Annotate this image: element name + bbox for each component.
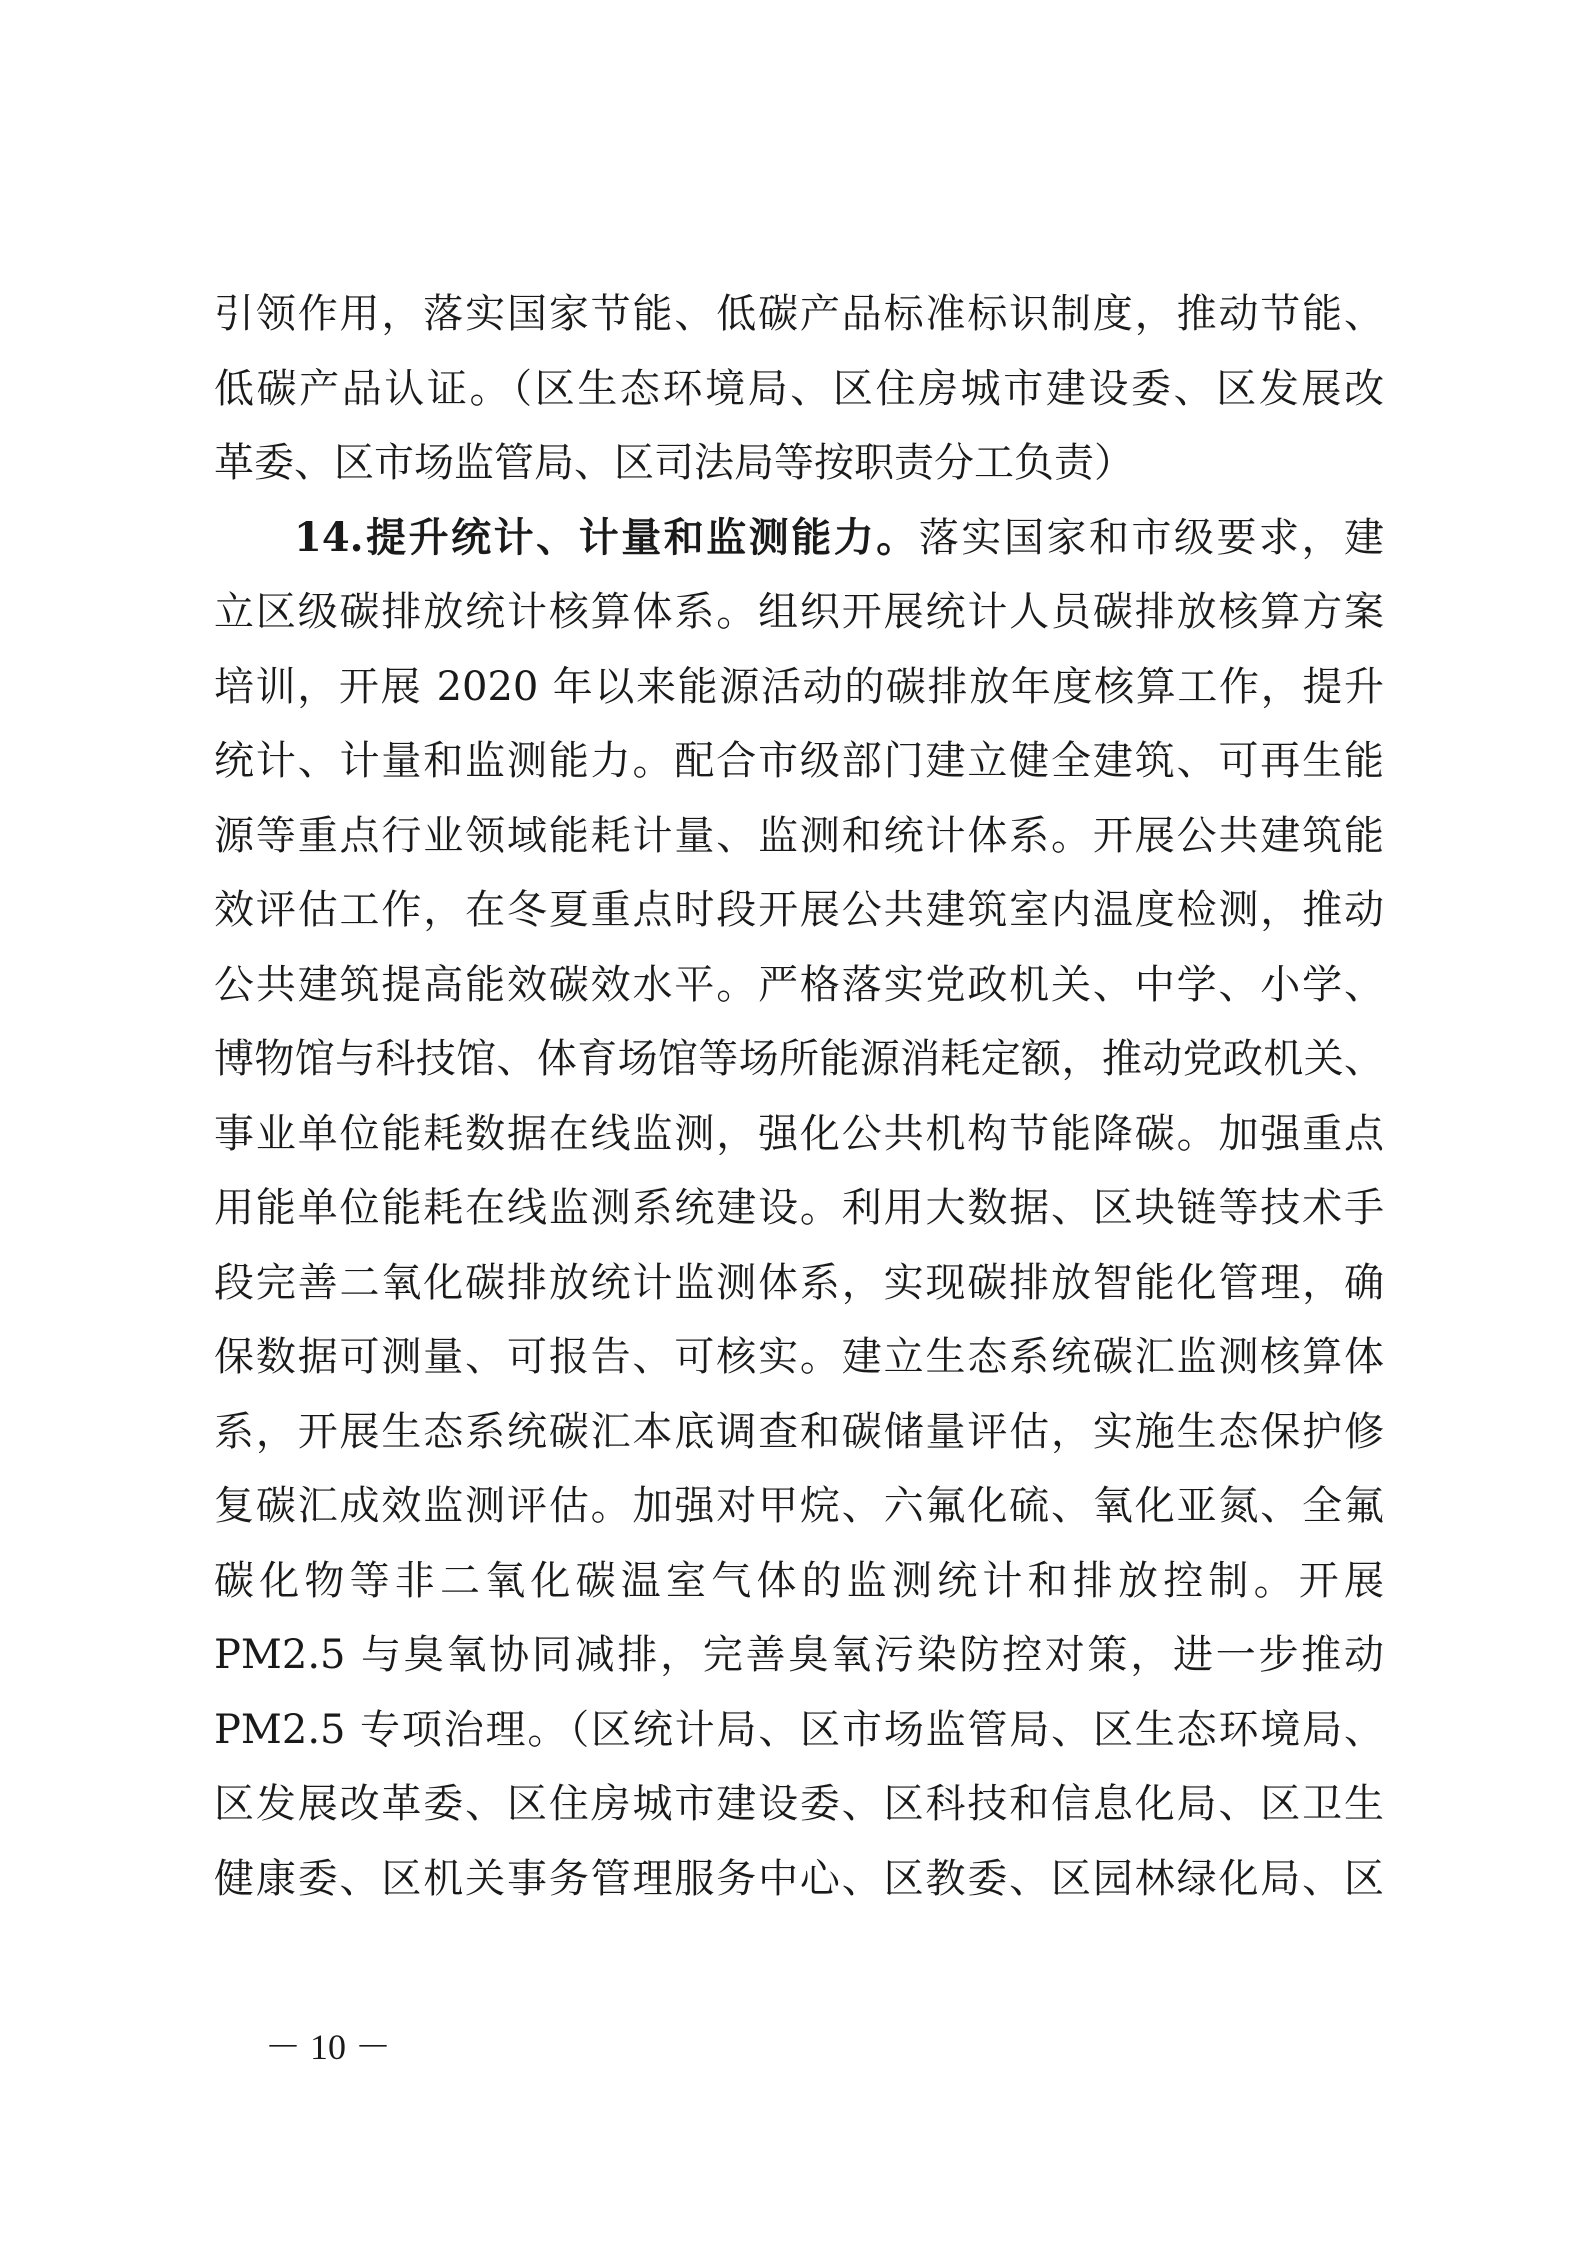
text-line: 博物馆与科技馆、体育场馆等场所能源消耗定额，推动党政机关、: [214, 1036, 1384, 1082]
text-line: 立区级碳排放统计核算体系。组织开展统计人员碳排放核算方案: [214, 589, 1384, 635]
text-line: 革委、区市场监管局、区司法局等按职责分工负责）: [214, 440, 1134, 486]
text-line: 健康委、区机关事务管理服务中心、区教委、区园林绿化局、区: [214, 1855, 1384, 1902]
text-line: 段完善二氧化碳排放统计监测体系，实现碳排放智能化管理，确: [214, 1259, 1384, 1306]
text-line: 系，开展生态系统碳汇本底调查和碳储量评估，实施生态保护修: [214, 1408, 1384, 1455]
text-span: 落实国家和市级要求，建: [918, 514, 1384, 561]
text-line: 复碳汇成效监测评估。加强对甲烷、六氟化硫、氧化亚氮、全氟: [214, 1483, 1384, 1529]
text-line: 引领作用，落实国家节能、低碳产品标准标识制度，推动节能、: [214, 291, 1384, 337]
text-line: 统计、计量和监测能力。配合市级部门建立健全建筑、可再生能: [214, 738, 1384, 784]
text-line: PM2.5 专项治理。（区统计局、区市场监管局、区生态环境局、: [214, 1706, 1384, 1753]
body-text: [214, 288, 1384, 1927]
text-line: 区发展改革委、区住房城市建设委、区科技和信息化局、区卫生: [214, 1781, 1384, 1827]
text-line: 低碳产品认证。（区生态环境局、区住房城市建设委、区发展改: [214, 365, 1384, 412]
text-line: 碳化物等非二氧化碳温室气体的监测统计和排放控制。开展: [214, 1557, 1384, 1604]
section-heading: 14.提升统计、计量和监测能力。: [294, 513, 919, 561]
text-line: 公共建筑提高能效碳效水平。严格落实党政机关、中学、小学、: [214, 961, 1384, 1008]
text-line: 事业单位能耗数据在线监测，强化公共机构节能降碳。加强重点: [214, 1110, 1384, 1157]
text-line: PM2.5 与臭氧协同减排，完善臭氧污染防控对策，进一步推动: [214, 1632, 1384, 1678]
text-line: 保数据可测量、可报告、可核实。建立生态系统碳汇监测核算体: [214, 1334, 1384, 1380]
text-line: 培训，开展 2020 年以来能源活动的碳排放年度核算工作，提升: [214, 663, 1384, 710]
text-line: 效评估工作，在冬夏重点时段开展公共建筑室内温度检测，推动: [214, 887, 1384, 933]
text-line: 用能单位能耗在线监测系统建设。利用大数据、区块链等技术手: [214, 1185, 1384, 1231]
text-line: [214, 512, 1384, 564]
text-line: 源等重点行业领域能耗计量、监测和统计体系。开展公共建筑能: [214, 812, 1384, 859]
page-number: － 10 －: [265, 2027, 392, 2067]
